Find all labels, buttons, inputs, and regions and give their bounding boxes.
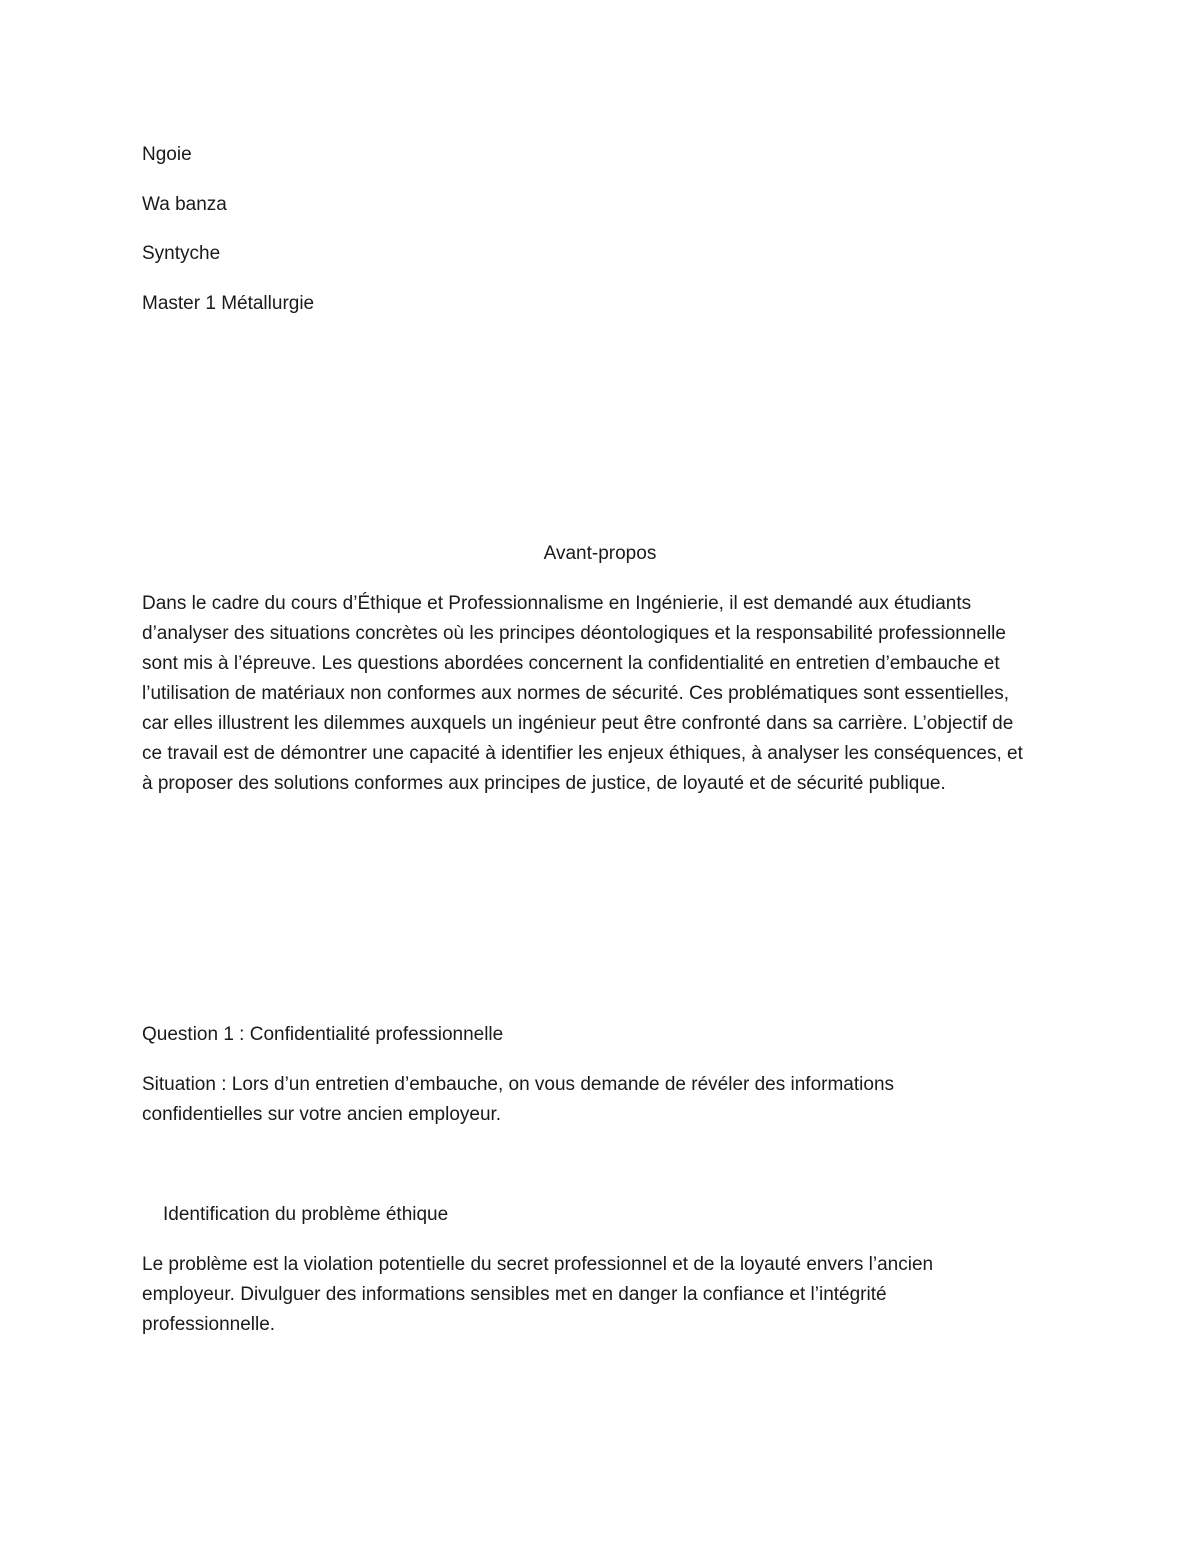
question-1-situation <box>142 1070 1062 1130</box>
situation-line: Situation : Lors d’un entretien d’embauche, on vous demande de révéler des informations <box>142 1074 895 1095</box>
foreword-title: Avant-propos <box>543 543 657 564</box>
ethical-problem-paragraph <box>142 1250 1062 1340</box>
foreword-line: l’utilisation de matériaux non conformes aux normes de sécurité. Ces problématiques sont essentielles, <box>142 683 1010 704</box>
foreword-line: sont mis à l’épreuve. Les questions abordées concernent la confidentialité en entretien d’embauche et <box>142 653 1000 674</box>
question-1-title: Question 1 : Confidentialité professionnelle <box>142 1024 504 1045</box>
foreword-paragraph <box>142 589 1062 799</box>
author-name-line-3: Syntyche <box>142 243 221 264</box>
foreword-line: à proposer des solutions conformes aux principes de justice, de loyauté et de sécurité publique. <box>142 773 946 794</box>
problem-line: professionnelle. <box>142 1314 276 1335</box>
problem-line: Le problème est la violation potentielle du secret professionnel et de la loyauté envers l’ancien <box>142 1254 934 1275</box>
author-name-line-1: Ngoie <box>142 144 192 165</box>
situation-line: confidentielles sur votre ancien employeur. <box>142 1104 502 1125</box>
foreword-line: Dans le cadre du cours d’Éthique et Professionnalisme en Ingénierie, il est demandé aux étudiants <box>142 593 972 614</box>
ethical-problem-subheading: Identification du problème éthique <box>163 1204 449 1225</box>
author-name-line-2: Wa banza <box>142 194 227 215</box>
program-label: Master 1 Métallurgie <box>142 293 315 314</box>
foreword-line: car elles illustrent les dilemmes auxquels un ingénieur peut être confronté dans sa carrière. L’objectif de <box>142 713 1014 734</box>
foreword-line: ce travail est de démontrer une capacité à identifier les enjeux éthiques, à analyser les conséquences, et <box>142 743 1023 764</box>
foreword-line: d’analyser des situations concrètes où les principes déontologiques et la responsabilité professionnelle <box>142 623 1006 644</box>
problem-line: employeur. Divulguer des informations sensibles met en danger la confiance et l’intégrité <box>142 1284 887 1305</box>
